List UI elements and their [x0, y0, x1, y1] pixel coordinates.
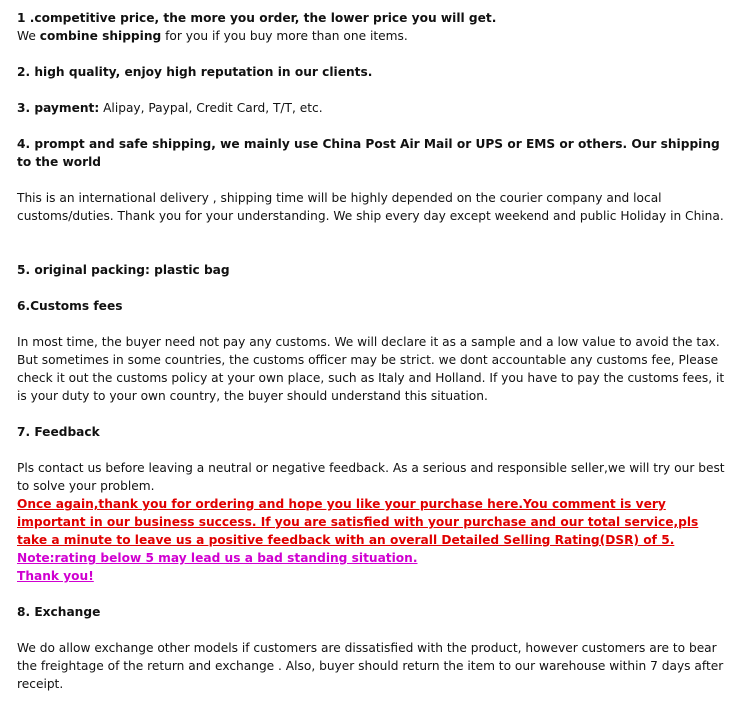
section-3-text: Alipay, Paypal, Credit Card, T/T, etc.: [99, 101, 323, 115]
section-6-body: In most time, the buyer need not pay any customs. We will declare it as a sample and a low value to avoid the tax. But sometimes in some countries, the customs officer may be strict. we dont accountable any customs fee, Please check it out the customs policy at your own place, such as Italy and Holland. If you have to pay the customs fees, it is your duty to your own country, the buyer should understand this situation.: [17, 335, 725, 403]
section-1-prefix: We: [17, 29, 40, 43]
section-5-heading: 5. original packing: plastic bag: [17, 263, 230, 277]
section-5: [17, 261, 729, 279]
section-2-heading: 2. high quality, enjoy high reputation in our clients.: [17, 65, 373, 79]
section-3-heading: 3. payment:: [17, 101, 100, 115]
section-1: [17, 9, 729, 45]
section-7-content: [17, 459, 729, 585]
section-1-bold: combine shipping: [39, 29, 162, 43]
section-8-heading-block: [17, 603, 729, 621]
thank-you-note: Thank you!: [17, 569, 94, 583]
section-8-heading: 8. Exchange: [17, 605, 101, 619]
section-1-heading: 1 .competitive price, the more you order, the lower price you will get.: [17, 11, 497, 25]
section-4-heading: 4. prompt and safe shipping, we mainly use China Post Air Mail or UPS or EMS or others. Our shipping to the world: [17, 137, 720, 169]
section-1-suffix: for you if you buy more than one items.: [161, 29, 408, 43]
section-3: [17, 99, 729, 117]
section-2: [17, 63, 729, 81]
section-7-heading: 7. Feedback: [17, 425, 100, 439]
section-4-heading-block: [17, 135, 729, 171]
feedback-request-note: Once again,thank you for ordering and hope you like your purchase here.You comment is very important in our business success. If you are satisfied with your purchase and our total service,pls take a minute to leave us a positive feedback with an overall Detailed Selling Rating(DSR) of 5.: [17, 497, 699, 547]
rating-note: Note:rating below 5 may lead us a bad standing situation.: [17, 551, 418, 565]
section-7-body: Pls contact us before leaving a neutral or negative feedback. As a serious and responsible seller,we will try our best to solve your problem.: [17, 461, 725, 493]
section-7-heading-block: [17, 423, 729, 441]
section-6-heading-block: [17, 297, 729, 315]
section-4-body: This is an international delivery , shipping time will be highly depended on the courier company and local customs/duties. Thank you for your understanding. We ship every day except weekend and public Holiday in China.: [17, 191, 724, 223]
section-6-heading: 6.Customs fees: [17, 299, 123, 313]
section-8-body: We do allow exchange other models if customers are dissatisfied with the product, however customers are to bear the freightage of the return and exchange . Also, buyer should return the item to our warehouse within 7 days after receipt.: [17, 641, 724, 691]
